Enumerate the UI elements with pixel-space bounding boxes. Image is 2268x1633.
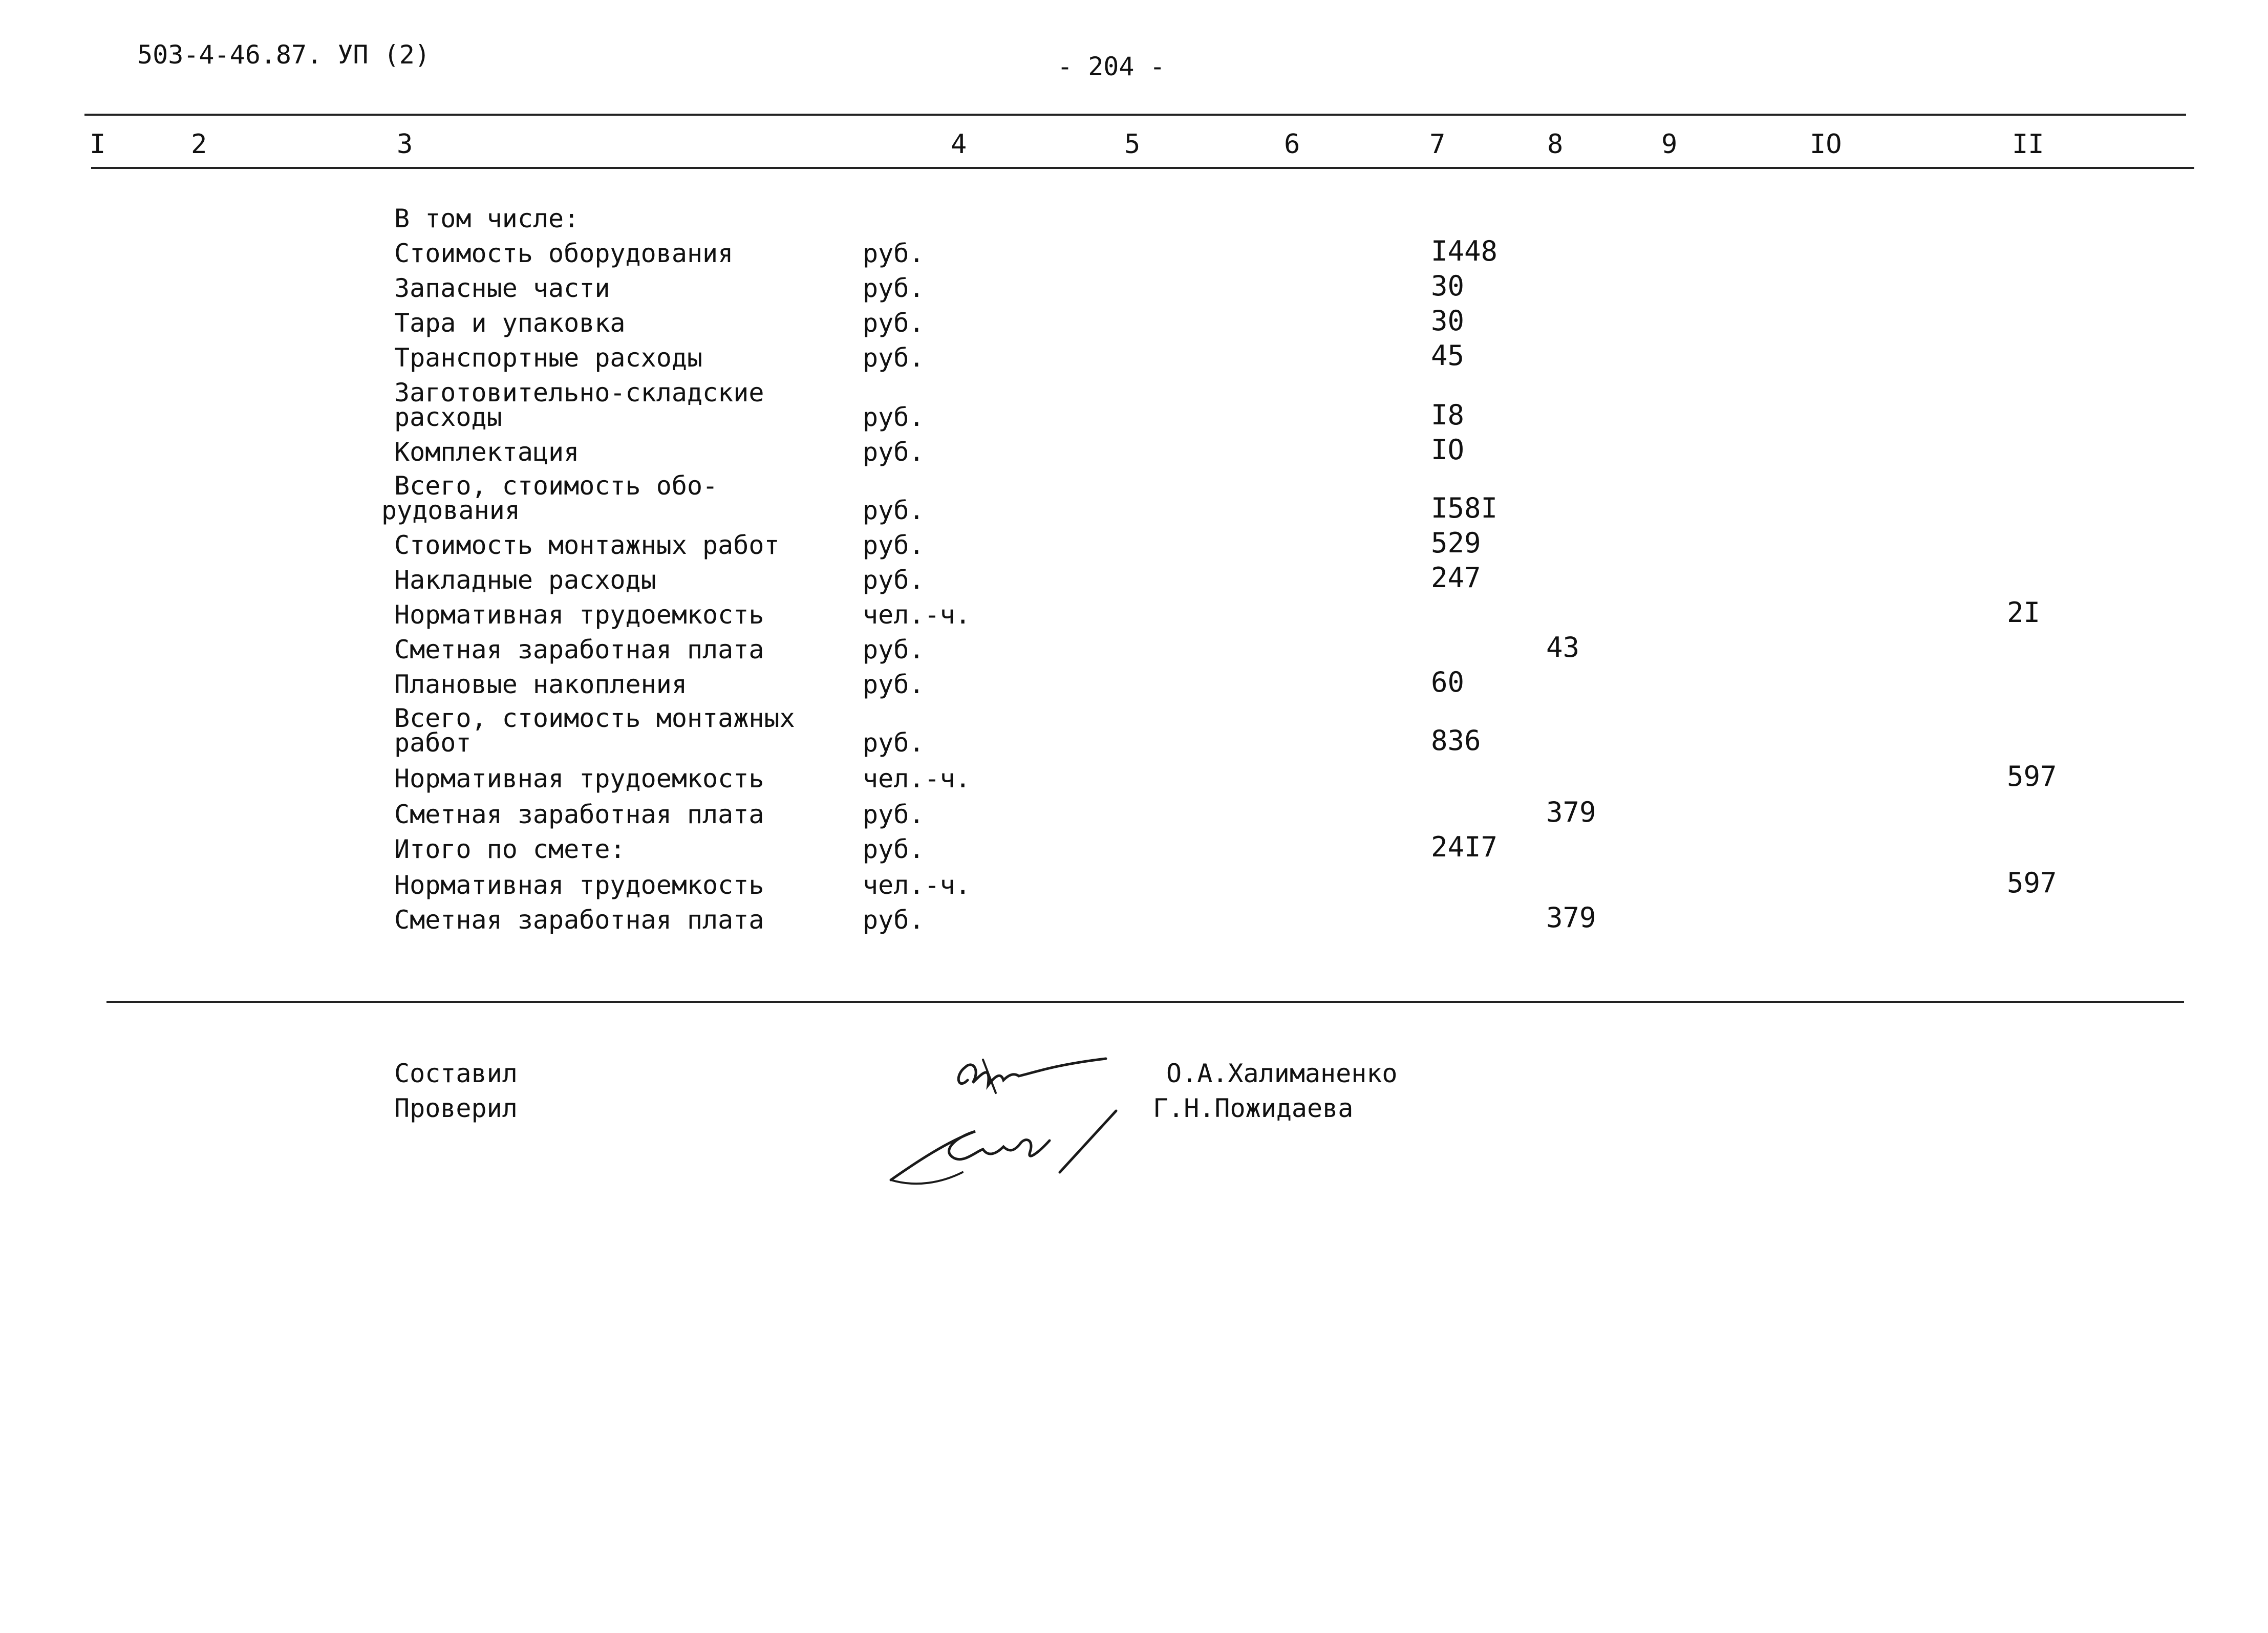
column-header: 5 xyxy=(1124,129,1141,160)
row-unit: чел.-ч. xyxy=(863,870,971,900)
row-unit: руб. xyxy=(863,530,925,560)
row-value-col8: 379 xyxy=(1546,796,1596,828)
column-header: IO xyxy=(1810,129,1842,160)
row-name: Сметная заработная плата xyxy=(394,635,764,664)
table-row xyxy=(0,631,2268,672)
top-rule xyxy=(84,114,2186,116)
row-unit: руб. xyxy=(863,437,925,467)
row-unit: руб. xyxy=(863,905,925,935)
row-unit: руб. xyxy=(863,273,925,303)
row-value-col7: I448 xyxy=(1431,235,1498,267)
row-name: Накладные расходы xyxy=(394,565,656,595)
column-header: 3 xyxy=(397,129,413,160)
row-name: Нормативная трудоемкость xyxy=(394,764,764,793)
row-value-col7: 247 xyxy=(1431,562,1481,594)
row-name: Нормативная трудоемкость xyxy=(394,870,764,900)
compiled-label: Составил xyxy=(394,1059,518,1088)
row-name: Стоимость оборудования xyxy=(394,239,734,268)
row-unit: руб. xyxy=(863,635,925,664)
row-value-col11: 2I xyxy=(2007,596,2041,629)
table-row xyxy=(0,562,2268,602)
row-name-line1: Всего, стоимость обо- xyxy=(394,471,718,501)
row-unit: руб. xyxy=(863,670,925,699)
row-value-col11: 597 xyxy=(2007,867,2057,899)
row-name: рудования xyxy=(381,496,520,525)
row-unit: руб. xyxy=(863,834,925,864)
column-header: 8 xyxy=(1547,129,1564,160)
row-unit: руб. xyxy=(863,343,925,373)
row-value-col7: I8 xyxy=(1431,399,1465,431)
row-value-col7: 30 xyxy=(1431,305,1465,337)
row-name: Стоимость монтажных работ xyxy=(394,530,780,560)
row-unit: чел.-ч. xyxy=(863,600,971,630)
table-row xyxy=(0,305,2268,345)
row-name: Плановые накопления xyxy=(394,670,687,699)
row-value-col11: 597 xyxy=(2007,760,2057,792)
column-header: I xyxy=(90,129,106,160)
table-row xyxy=(0,867,2268,907)
row-name: расходы xyxy=(394,402,502,432)
column-header: II xyxy=(2012,129,2044,160)
table-row xyxy=(0,270,2268,310)
page-number: - 204 - xyxy=(1057,52,1165,81)
row-value-col7: 45 xyxy=(1431,339,1465,372)
table-row xyxy=(0,471,2268,532)
row-unit: руб. xyxy=(863,402,925,432)
table-row xyxy=(0,434,2268,474)
compiled-name: О.А.Халиманенко xyxy=(1166,1059,1398,1088)
column-header: 9 xyxy=(1661,129,1678,160)
section-label: В том числе: xyxy=(394,204,580,233)
row-unit: руб. xyxy=(863,565,925,595)
row-name: Сметная заработная плата xyxy=(394,800,764,829)
document-code: 503-4-46.87. УП (2) xyxy=(137,40,430,70)
row-unit: руб. xyxy=(863,728,925,758)
table-row xyxy=(0,760,2268,801)
column-header: 4 xyxy=(951,129,967,160)
table-row xyxy=(0,596,2268,637)
table-row xyxy=(0,527,2268,567)
row-name: Сметная заработная плата xyxy=(394,905,764,935)
row-name: Запасные части xyxy=(394,273,610,303)
table-row xyxy=(0,831,2268,871)
row-value-col7: 24I7 xyxy=(1431,831,1498,863)
row-name: Тара и упаковка xyxy=(394,308,626,338)
checked-signature xyxy=(886,1101,1126,1190)
row-name: Транспортные расходы xyxy=(394,343,703,373)
row-value-col7: 836 xyxy=(1431,724,1481,757)
table-row xyxy=(0,703,2268,765)
bottom-rule xyxy=(106,1001,2184,1003)
checked-label: Проверил xyxy=(394,1093,518,1123)
row-value-col8: 43 xyxy=(1546,631,1580,663)
header-rule xyxy=(91,167,2194,169)
row-name-line1: Всего, стоимость монтажных xyxy=(394,703,795,733)
row-unit: руб. xyxy=(863,239,925,268)
row-name: Комплектация xyxy=(394,437,580,467)
row-value-col8: 379 xyxy=(1546,901,1596,934)
row-value-col7: 30 xyxy=(1431,270,1465,302)
column-header: 2 xyxy=(191,129,207,160)
column-header: 7 xyxy=(1429,129,1446,160)
row-unit: руб. xyxy=(863,308,925,338)
table-row xyxy=(0,796,2268,836)
row-name: работ xyxy=(394,728,472,758)
row-unit: руб. xyxy=(863,496,925,525)
table-row xyxy=(0,378,2268,439)
compiled-signature xyxy=(952,1044,1121,1106)
row-name: Нормативная трудоемкость xyxy=(394,600,764,630)
row-value-col7: IO xyxy=(1431,434,1465,466)
row-value-col7: I58I xyxy=(1431,492,1498,524)
checked-name: Г.Н.Пожидаева xyxy=(1153,1093,1354,1123)
table-row xyxy=(0,235,2268,275)
table-row xyxy=(0,901,2268,942)
row-value-col7: 60 xyxy=(1431,666,1465,698)
table-row xyxy=(0,339,2268,380)
row-value-col7: 529 xyxy=(1431,527,1481,559)
row-name-line1: Заготовительно-складские xyxy=(394,378,764,407)
row-name: Итого по смете: xyxy=(394,834,626,864)
column-header: 6 xyxy=(1284,129,1300,160)
row-unit: чел.-ч. xyxy=(863,764,971,793)
table-row xyxy=(0,666,2268,706)
row-unit: руб. xyxy=(863,800,925,829)
